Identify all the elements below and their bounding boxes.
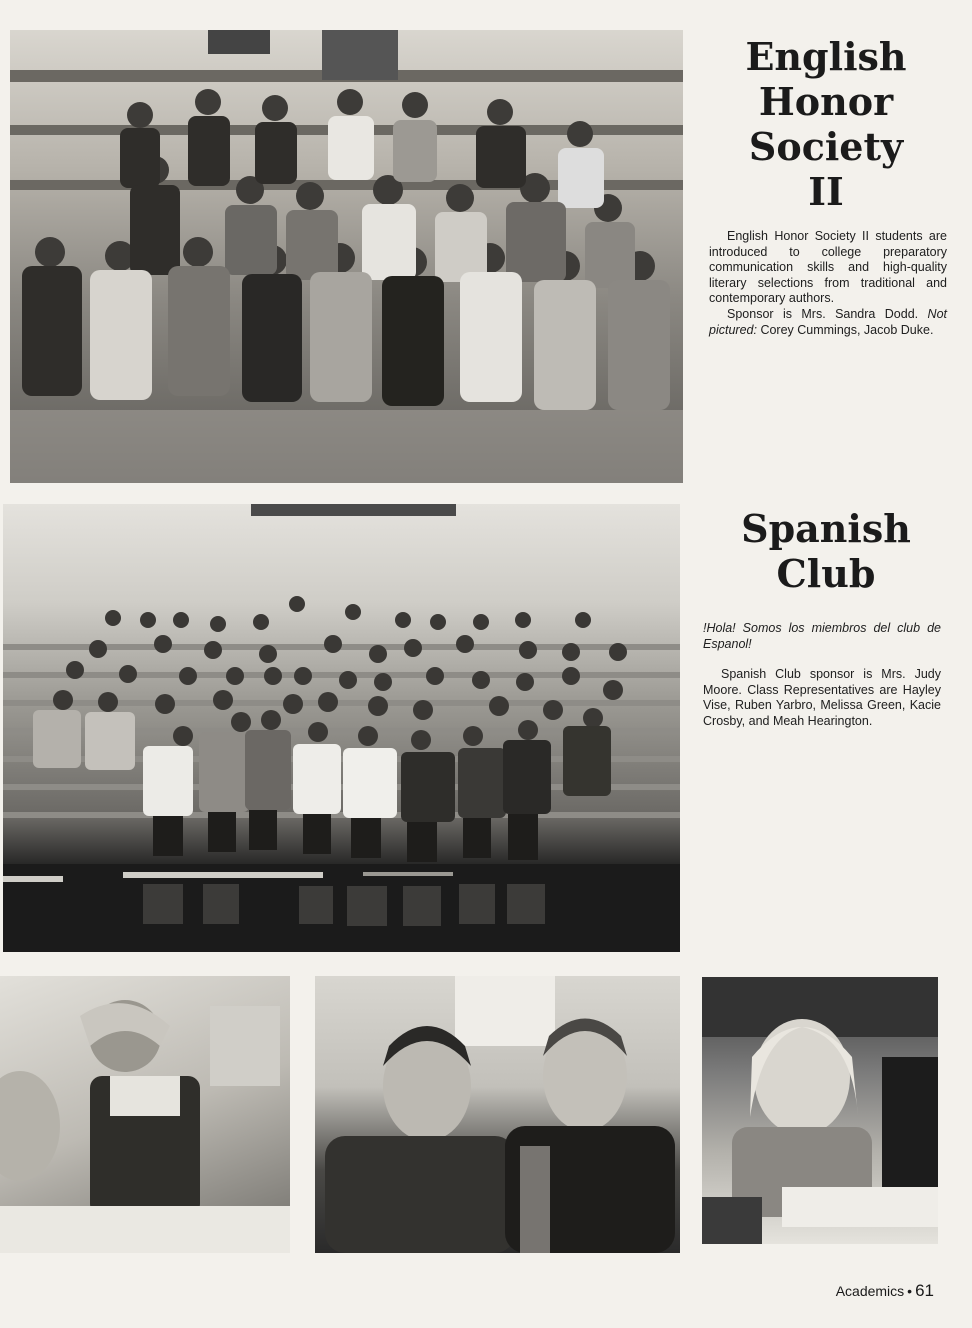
spanish-club-description: Spanish Club sponsor is Mrs. Judy Moore. Class Representatives are Hayley Vise, Ruben Yarbro, Melissa Green, Kacie Crosby, and Meah Hearington. (703, 667, 941, 728)
spanish-club-title (700, 506, 952, 596)
ehs-sponsor: Sponsor is Mrs. Sandra Dodd. (727, 306, 919, 321)
ehs-title-line-3: Society (748, 124, 904, 169)
ehs-not-pictured-label: Not pictured: (709, 306, 947, 337)
teacher-candid-photo (0, 976, 290, 1253)
group-photo-silhouettes (10, 30, 683, 483)
two-students-silhouette (315, 976, 680, 1253)
student-candid-photo (702, 977, 938, 1244)
section-name: Academics (835, 1283, 905, 1299)
footer-bullet: • (907, 1283, 913, 1299)
page-number: 61 (915, 1281, 934, 1300)
student-candid-silhouette (702, 977, 938, 1244)
teacher-candid-silhouette (0, 976, 290, 1253)
ehs-title-line-4: II (808, 169, 844, 214)
english-honor-society-caption (709, 229, 947, 338)
spanish-title-line-2: Club (776, 551, 876, 596)
ehs-not-pictured-names: Corey Cummings, Jacob Duke. (760, 322, 934, 337)
spanish-club-caption (703, 621, 941, 730)
english-honor-society-group-photo (10, 30, 683, 483)
ehs-title-line-2: Honor (758, 79, 894, 124)
spanish-title-line-1: Spanish (741, 506, 911, 551)
spanish-club-group-photo (3, 504, 680, 952)
page-footer (836, 1281, 934, 1301)
ehs-title-line-1: English (745, 34, 907, 79)
ehs-description: English Honor Society II students are introduced to college preparatory communication skills and high-quality literary selections from traditional and contemporary authors. (709, 229, 947, 306)
bleacher-group-silhouettes (3, 504, 680, 952)
english-honor-society-title (700, 34, 952, 214)
spanish-club-greeting: !Hola! Somos los miembros del club de Espanol! (703, 621, 941, 651)
ehs-sponsor-paragraph (709, 307, 947, 338)
two-students-candid-photo (315, 976, 680, 1253)
